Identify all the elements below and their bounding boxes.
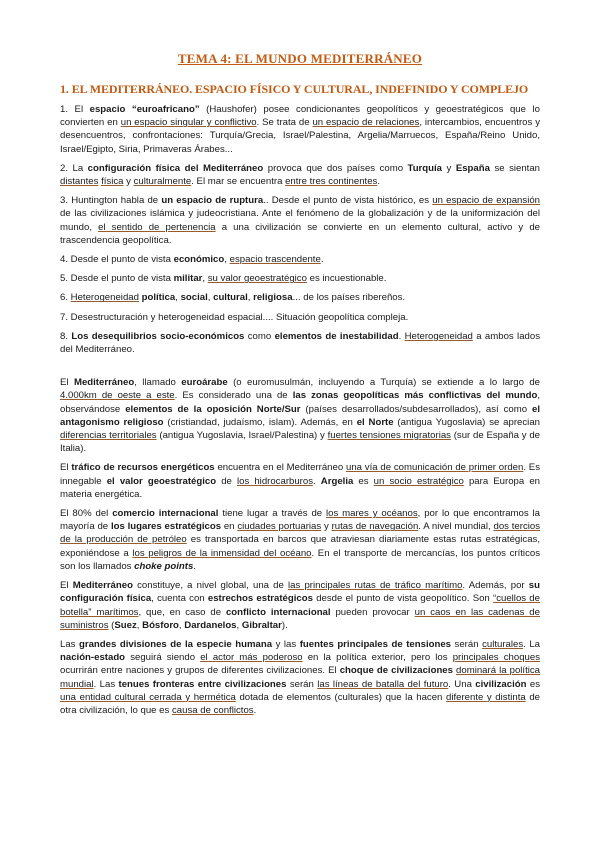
paragraph-4 — [60, 253, 540, 266]
text-run: , cuenta con — [151, 593, 208, 605]
bold-text: Dardanelos — [184, 619, 237, 631]
bold-text: tenues fronteras entre civilizaciones — [118, 678, 287, 690]
text-run: para Europa en materia energética. — [60, 475, 540, 500]
bold-text: las zonas geopolíticas más conflictivas del mundo — [292, 390, 538, 402]
bold-text: grandes divisiones de la especie humana — [79, 638, 273, 650]
underlined-text: un espacio de relaciones — [312, 117, 420, 129]
paragraph-choque-civilizaciones — [60, 638, 540, 717]
text-run: Las — [60, 638, 79, 650]
underlined-text: rutas de navegación — [331, 521, 419, 533]
text-run: 1. El — [60, 104, 90, 115]
text-run: (o euromusulmán, incluyendo a Turquía) se extiende a lo largo de — [227, 377, 541, 389]
document-body — [60, 103, 540, 723]
bold-text: su configuración física — [60, 580, 540, 605]
text-run: . — [377, 176, 381, 188]
text-run: es transportada en barcos que atraviesan diariamente estas rutas estratégicas, exponiéndose a — [60, 534, 540, 559]
text-run: . — [398, 330, 405, 342]
text-run: a ambos lados del Mediterráneo. — [60, 330, 540, 356]
underlined-text: diferencias territoriales — [60, 430, 157, 442]
text-run: . A nivel mundial, — [418, 521, 494, 533]
underlined-text: los hidrocarburos — [236, 475, 314, 487]
text-run: es — [526, 678, 540, 690]
bold-text: social — [180, 292, 208, 304]
text-run: . — [193, 560, 196, 572]
bold-text: euroárabe — [181, 377, 228, 389]
bold-text: un espacio de ruptura — [161, 195, 264, 207]
text-run: , — [207, 292, 214, 304]
text-run: , — [178, 619, 185, 631]
text-run: dotada de elementos (culturales) que la hacen — [235, 691, 446, 703]
bold-text: conflicto internacional — [225, 606, 331, 618]
text-run: como — [244, 330, 275, 342]
text-run: . — [320, 254, 324, 266]
text-run: El — [60, 462, 72, 474]
document-title: TEMA 4: EL MUNDO MEDITERRÁNEO — [177, 51, 423, 66]
underlined-text: 4.000km de oeste a este — [60, 390, 175, 402]
text-run: , — [224, 254, 230, 266]
bold-text: Bósforo — [142, 619, 179, 631]
underlined-text: diferente y distinta — [445, 691, 526, 703]
text-run: y — [321, 521, 332, 533]
bold-text: el valor geoestratégico — [106, 475, 217, 487]
text-run: 6. — [60, 292, 71, 304]
text-run: El 80% del — [60, 508, 113, 520]
text-run: en la política exterior, pero los — [302, 652, 453, 664]
paragraph-1 — [60, 103, 540, 156]
underlined-text: el actor más poderoso — [200, 652, 303, 664]
text-run: . Es innegable — [60, 462, 540, 487]
text-run: (antigua Yugoslavia) se aprecian — [393, 416, 540, 428]
paragraph-mediterraneo-euroarabe — [60, 376, 540, 455]
underlined-text: “cuellos de botella” marítimos — [60, 593, 540, 618]
text-run: (Haushofer) posee condicionantes geopolíticos y geoestratégicos que lo convierten en — [60, 104, 540, 129]
bold-text: Mediterráneo — [72, 580, 133, 592]
underlined-text: dos tercios de la producción de petróleo — [60, 521, 541, 546]
bold-text: estrechos estratégicos — [207, 593, 313, 605]
paragraph-5 — [60, 272, 540, 285]
underlined-text: física — [101, 176, 124, 188]
paragraph-rutas-maritimas — [60, 579, 540, 632]
paragraph-spacer — [60, 362, 540, 376]
underlined-text: un caos en las cadenas de suministros — [60, 606, 540, 631]
text-run: es — [353, 475, 374, 487]
text-run: y — [123, 176, 134, 188]
underlined-text: una vía de comunicación de primer orden — [346, 462, 524, 474]
bold-text: elementos de la oposición Norte/Sur — [125, 403, 301, 415]
text-run: 4. Desde el punto de vista — [60, 254, 174, 266]
bold-text: civilización — [475, 678, 527, 690]
text-run: y — [442, 162, 456, 174]
text-run: , — [202, 273, 208, 285]
bold-text: elementos de inestabilidad — [274, 330, 399, 342]
text-run: 3. Huntington habla de — [60, 195, 162, 207]
text-run: El — [60, 377, 74, 389]
bold-text: Argelia — [320, 475, 354, 487]
text-run: (sur de España y de Italia). — [60, 430, 540, 455]
text-run: , — [175, 292, 181, 304]
text-run: seguirá siendo — [125, 652, 201, 664]
section-heading: 1. EL MEDITERRÁNEO. ESPACIO FÍSICO Y CULTURAL, INDEFINIDO Y COMPLEJO — [60, 82, 529, 96]
paragraph-8 — [60, 330, 540, 356]
underlined-text: dominará la política mundial — [60, 665, 541, 690]
text-run: es incuestionable. — [306, 273, 387, 285]
bold-text: Gibraltar — [241, 619, 282, 631]
underlined-text: entre tres continentes — [285, 176, 378, 188]
text-run: . Una — [448, 678, 476, 690]
underlined-text: culturalmente — [133, 176, 192, 188]
paragraph-comercio-internacional — [60, 507, 540, 573]
text-run: El — [60, 580, 73, 592]
text-run: . — [313, 475, 321, 487]
bold-text: política — [141, 292, 176, 304]
paragraph-2 — [60, 162, 540, 188]
paragraph-3 — [60, 194, 540, 247]
underlined-text: fuertes tensiones migratorias — [327, 430, 451, 442]
text-run: (antigua Yugoslavia, Israel/Palestina) y — [156, 430, 328, 442]
text-run: 5. Desde el punto de vista — [60, 273, 174, 285]
text-run: 8. — [60, 330, 72, 342]
text-run: pueden provocar — [330, 606, 415, 618]
bold-text: nación-estado — [60, 652, 126, 664]
text-run: de las civilizaciones islámica y judeocristiana. Ante el fenómeno de la globalización y de la uniformización del mundo, — [60, 208, 540, 233]
bold-text: fuentes principales de tensiones — [299, 638, 452, 650]
text-run: . Las — [93, 678, 119, 690]
text-run: ( — [108, 619, 115, 631]
paragraph-6 — [60, 291, 540, 304]
text-run: constituye, a nivel global, una de — [132, 580, 289, 592]
text-run: , — [236, 619, 242, 631]
text-run: . — [253, 704, 257, 716]
paragraph-7 — [60, 311, 540, 324]
bold-text: Mediterráneo — [73, 377, 135, 389]
underlined-text: principales choques — [452, 652, 540, 664]
text-run: . Además, por — [462, 580, 529, 592]
text-run: ). — [281, 619, 288, 631]
bold-text: choque de civilizaciones — [339, 665, 453, 677]
text-run: . Se trata de — [256, 117, 313, 129]
underlined-text: las líneas de batalla del futuro — [317, 678, 449, 690]
bold-text: el Norte — [356, 416, 394, 428]
bold-text: cultural — [213, 292, 248, 304]
bold-text: configuración física del Mediterráneo — [87, 162, 264, 174]
text-run: (cristiandad, judaísmo, islam). Además, en — [163, 416, 357, 428]
text-run: de — [216, 475, 237, 487]
bold-text: choke points — [134, 560, 194, 572]
bold-text: económico — [173, 254, 225, 266]
underlined-text: las principales rutas de tráfico marítimo — [288, 580, 463, 592]
text-run: .. Desde el punto de vista histórico, es — [263, 195, 433, 207]
underlined-text: un socio estratégico — [373, 475, 464, 487]
text-run: desde el punto de vista geopolítico. Son — [312, 593, 494, 605]
bold-text: religiosa — [253, 292, 293, 304]
paragraph-recursos-energeticos — [60, 461, 540, 501]
text-run: y las — [272, 638, 300, 650]
bold-text: España — [455, 162, 490, 174]
bold-text: tráfico de recursos energéticos — [71, 462, 215, 474]
bold-text: el antagonismo religioso — [60, 403, 541, 428]
text-run: provoca que dos países como — [263, 162, 408, 174]
underlined-text: Heterogeneidad — [404, 330, 473, 342]
text-run: , — [136, 619, 143, 631]
text-run: , intercambios, encuentros y desencuentros, confrontaciones: Turquía/Grecia, Israel/Palestina, Argelia/Marruecos, España/Reino Unido, Israel/Egipto, Siria, Primaveras Árabes... — [60, 117, 540, 155]
text-run: , que, en caso de — [138, 606, 226, 618]
text-run: ... de los países ribereños. — [292, 292, 406, 304]
bold-text: Suez — [114, 619, 137, 631]
text-run: en — [221, 521, 238, 533]
underlined-text: un espacio singular y conflictivo — [120, 117, 257, 129]
text-run: ocurrirán entre naciones y grupos de diferentes civilizaciones. El — [60, 665, 340, 677]
text-run: (países desarrollados/subdesarrollados), así como — [300, 403, 532, 415]
underlined-text: espacio trascendente — [229, 254, 321, 266]
underlined-text: un espacio de expansión — [432, 195, 540, 207]
underlined-text: el sentido de pertenencia — [98, 221, 216, 233]
text-run: 2. La — [60, 162, 88, 174]
text-run: , observándose — [60, 390, 541, 415]
underlined-text: causa de conflictos — [171, 704, 254, 716]
underlined-text: ciudades portuarias — [237, 521, 322, 533]
underlined-text: los peligros de la inmensidad del océano — [132, 547, 312, 559]
bold-text: espacio “euroafricano” — [89, 104, 200, 115]
text-run: de otra civilización, lo que es — [60, 691, 540, 716]
text-run: . En el transporte de mercancías, los puntos críticos son los llamados — [60, 547, 540, 572]
underlined-text: su valor geoestratégico — [207, 273, 307, 285]
bold-text: militar — [173, 273, 203, 285]
text-run: se sientan — [489, 162, 541, 174]
bold-text: Los desequilibrios socio-económicos — [71, 330, 245, 342]
text-run: , — [247, 292, 254, 304]
text-run: . Es considerado una de — [174, 390, 293, 402]
underlined-text: Heterogeneidad — [70, 292, 139, 304]
underlined-text: una entidad cultural cerrada y hermética — [60, 691, 236, 703]
text-run: tiene lugar a través de — [218, 508, 327, 520]
text-run: serán — [286, 678, 318, 690]
text-run: 7. Desestructuración y heterogeneidad espacial.... Situación geopolítica compleja. — [60, 311, 409, 323]
underlined-text: culturales — [482, 638, 524, 650]
bold-text: Turquía — [407, 162, 443, 174]
text-run: . La — [523, 638, 540, 650]
text-run: serán — [451, 638, 483, 650]
bold-text: los lugares estratégicos — [110, 521, 222, 533]
bold-text: comercio internacional — [112, 508, 219, 520]
text-run: , por lo que encontramos la mayoría de — [60, 508, 541, 533]
underlined-text: distantes — [60, 176, 99, 188]
underlined-text: los mares y océanos — [326, 508, 418, 520]
text-run: , llamado — [134, 377, 182, 389]
text-run: a una civilización se convierte en un elemento cultural, activo y de trascendencia geopolítica. — [60, 221, 540, 246]
text-run: . El mar se encuentra — [191, 176, 286, 188]
text-run: encuentra en el Mediterráneo — [214, 462, 346, 474]
